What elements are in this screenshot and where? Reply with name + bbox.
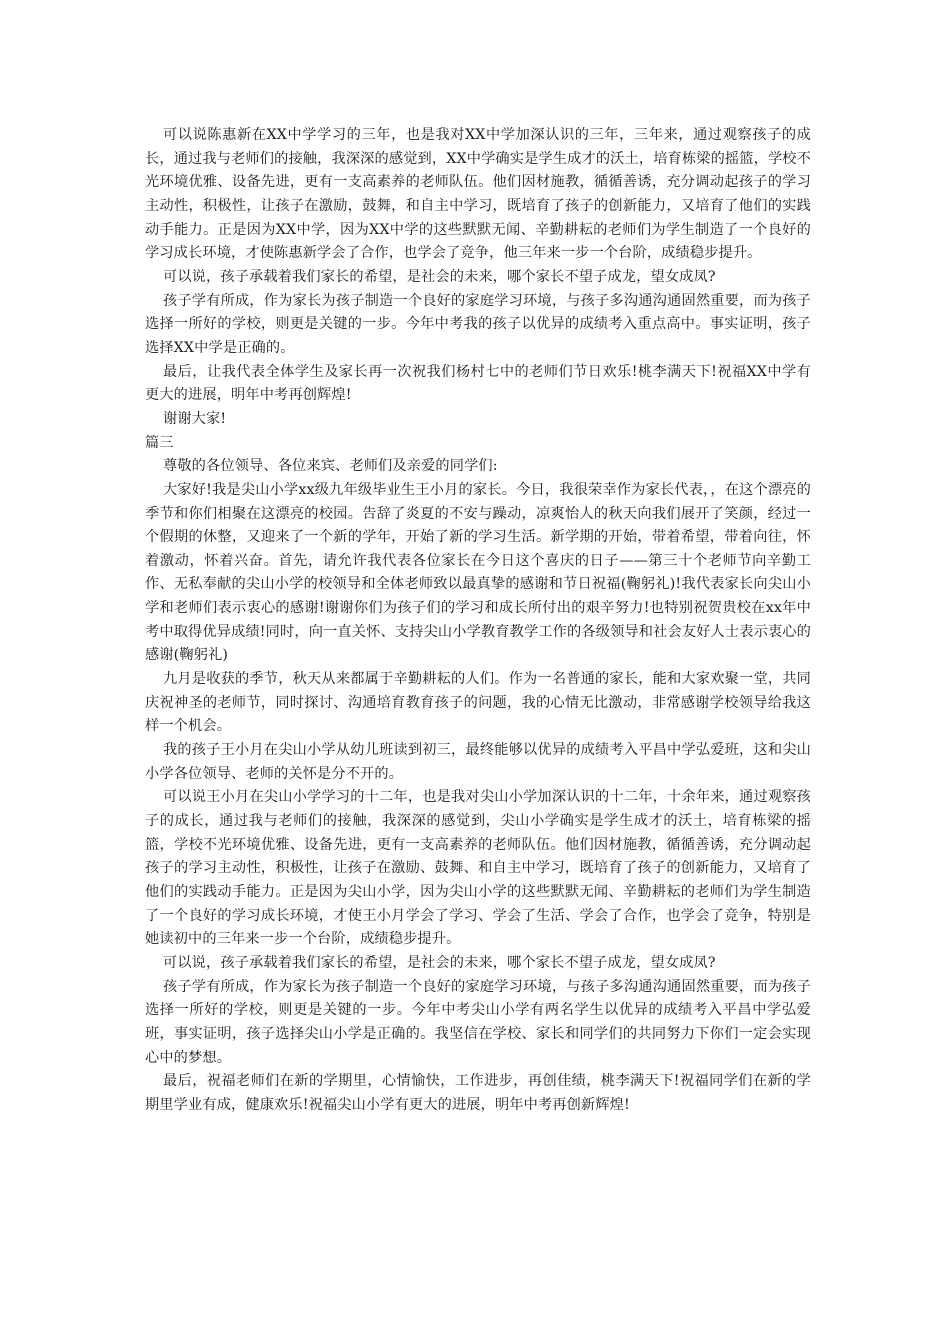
document-body xyxy=(145,124,811,1118)
paragraph: 九月是收获的季节，秋天从来都属于辛勤耕耘的人们。作为一名普通的家长，能和大家欢聚一堂，共同庆祝神圣的老师节，同时探讨、沟通培育教育孩子的问题，我的心情无比激动，非常感谢学校领导给我这样一个机会。 xyxy=(145,671,811,735)
section-title: 篇三 xyxy=(145,434,174,451)
paragraph: 最后，祝福老师们在新的学期里，心情愉快，工作进步，再创佳绩，桃李满天下!祝福同学们在新的学期里学业有成，健康欢乐!祝福尖山小学有更大的进展，明年中考再创新辉煌! xyxy=(145,1073,811,1113)
paragraph: 大家好!我是尖山小学xx级九年级毕业生王小月的家长。今日，我很荣幸作为家长代表，，在这个漂亮的季节和你们相聚在这漂亮的校园。告辞了炎夏的不安与躁动，凉爽怡人的秋天向我们展开了笑颜，经过一个假期的休整，又迎来了一个新的学年，开始了新的学习生活。新学期的开始，带着希望，带着向往，怀着激动，怀着兴奋。首先，请允许我代表各位家长在今日这个喜庆的日子——第三十个老师节向辛勤工作、无私奉献的尖山小学的校领导和全体老师致以最真挚的感谢和节日祝福(鞠躬礼)!我代表家长向尖山小学和老师们表示衷心的感谢!谢谢你们为孩子们的学习和成长所付出的艰辛努力!也特别祝贺贵校在xx年中考中取得优异成绩!同时，向一直关怀、支持尖山小学教育教学工作的各级领导和社会友好人士表示衷心的感谢(鞠躬礼) xyxy=(145,481,811,664)
paragraph: 可以说，孩子承载着我们家长的希望，是社会的未来，哪个家长不望子成龙，望女成凤? xyxy=(163,268,716,285)
paragraph: 孩子学有所成，作为家长为孩子制造一个良好的家庭学习环境，与孩子多沟通沟通固然重要，而为孩子选择一所好的学校，则更是关键的一步。今年中考我的孩子以优异的成绩考入重点高中。事实证明，孩子选择XX中学是正确的。 xyxy=(145,292,811,356)
paragraph: 最后，让我代表全体学生及家长再一次祝我们杨村七中的老师们节日欢乐!桃李满天下!祝福XX中学有更大的进展，明年中考再创辉煌! xyxy=(145,363,811,404)
paragraph: 我的孩子王小月在尖山小学从幼儿班读到初三，最终能够以优异的成绩考入平昌中学弘爱班，这和尖山小学各位领导、老师的关怀是分不开的。 xyxy=(145,742,811,782)
salutation: 尊敬的各位领导、各位来宾、老师们及亲爱的同学们: xyxy=(163,458,498,475)
paragraph: 可以说陈惠新在XX中学学习的三年，也是我对XX中学加深认识的三年，三年来，通过观察孩子的成长，通过我与老师们的接触，我深深的感觉到，XX中学确实是学生成才的沃土，培育栋梁的摇篮，学校不光环境优雅、设备先进，更有一支高素养的老师队伍。他们因材施教，循循善诱，充分调动起孩子的学习主动性，积极性，让孩子在激励，鼓舞，和自主中学习，既培育了孩子的创新能力，又培育了他们的实践动手能力。正是因为XX中学，因为XX中学的这些默默无闻、辛勤耕耘的老师们为学生制造了一个良好的学习成长环境，才使陈惠新学会了合作，也学会了竞争，他三年来一步一个台阶，成绩稳步提升。 xyxy=(145,127,811,262)
paragraph: 孩子学有所成，作为家长为孩子制造一个良好的家庭学习环境，与孩子多沟通沟通固然重要，而为孩子选择一所好的学校，则更是关键的一步。今年中考尖山小学有两名学生以优异的成绩考入平昌中学弘爱班，事实证明，孩子选择尖山小学是正确的。我坚信在学校、家长和同学们的共同努力下你们一定会实现心中的梦想。 xyxy=(145,978,811,1066)
paragraph: 谢谢大家! xyxy=(163,410,227,427)
paragraph: 可以说，孩子承载着我们家长的希望，是社会的未来，哪个家长不望子成龙，望女成凤? xyxy=(163,954,716,971)
paragraph: 可以说王小月在尖山小学学习的十二年，也是我对尖山小学加深认识的十二年，十余年来，通过观察孩子的成长，通过我与老师们的接触，我深深的感觉到，尖山小学确实是学生成才的沃土，培育栋梁的摇篮，学校不光环境优雅、设备先进，更有一支高素养的老师队伍。他们因材施教，循循善诱，充分调动起孩子的学习主动性，积极性，让孩子在激励、鼓舞、和自主中学习，既培育了孩子的创新能力，又培育了他们的实践动手能力。正是因为尖山小学，因为尖山小学的这些默默无闻、辛勤耕耘的老师们为学生制造了一个良好的学习成长环境，才使王小月学会了学习、学会了生活、学会了合作，也学会了竞争，特别是她读初中的三年来一步一个台阶，成绩稳步提升。 xyxy=(145,789,811,948)
